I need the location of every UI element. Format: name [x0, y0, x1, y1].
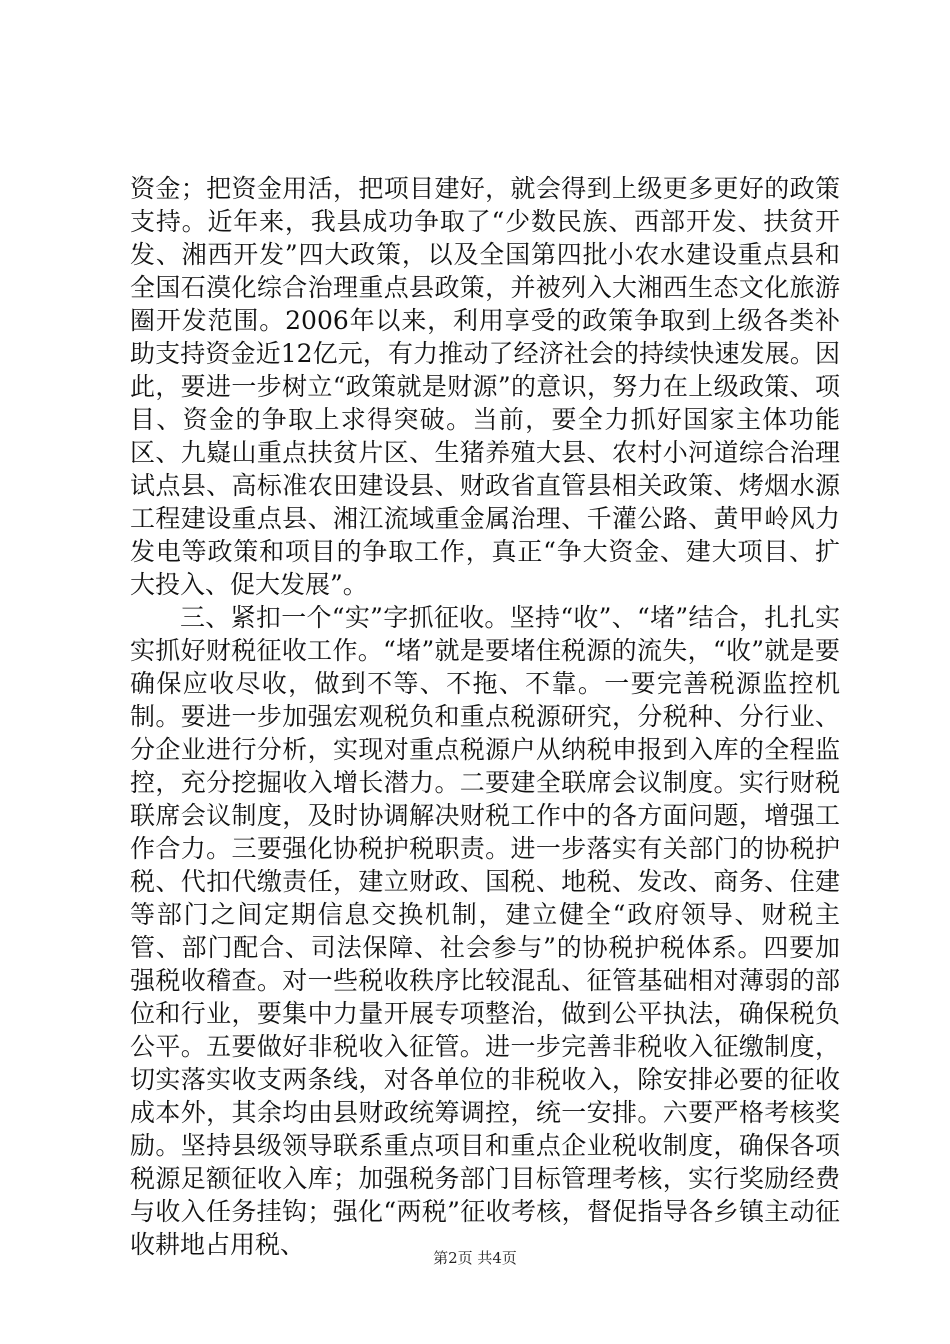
paragraph-continuation: 资金；把资金用活，把项目建好，就会得到上级更多更好的政策支持。近年来，我县成功争取了“少数民族、西部开发、扶贫开发、湘西开发”四大政策，以及全国第四批小农水建设重点县和全国石漠化综合治理重点县政策，并被列入大湘西生态文化旅游圈开发范围。2006年以来，利用享受的政策争取到上级各类补助支持资金近12亿元，有力推动了经济社会的持续快速发展。因此，要进一步树立“政策就是财源”的意识，努力在上级政策、项目、资金的争取上求得突破。当前，要全力抓好国家主体功能区、九嶷山重点扶贫片区、生猪养殖大县、农村小河道综合治理试点县、高标准农田建设县、财政省直管县相关政策、烤烟水源工程建设重点县、湘江流域重金属治理、千灌公路、黄甲岭风力发电等政策和项目的争取工作，真正“争大资金、建大项目、扩大投入、促大发展”。 [130, 174, 840, 599]
document-body [130, 172, 840, 1261]
paragraph-section-three: 三、紧扣一个“实”字抓征收。坚持“收”、“堵”结合，扎扎实实抓好财税征收工作。“堵”就是要堵住税源的流失，“收”就是要确保应收尽收，做到不等、不拖、不靠。一要完善税源监控机制。要进一步加强宏观税负和重点税源研究，分税种、分行业、分企业进行分析，实现对重点税源户从纳税申报到入库的全程监控，充分挖掘收入增长潜力。二要建全联席会议制度。实行财税联席会议制度，及时协调解决财税工作中的各方面问题，增强工作合力。三要强化协税护税职责。进一步落实有关部门的协税护税、代扣代缴责任，建立财政、国税、地税、发改、商务、住建等部门之间定期信息交换机制，建立健全“政府领导、财税主管、部门配合、司法保障、社会参与”的协税护税体系。四要加强税收稽查。对一些税收秩序比较混乱、征管基础相对薄弱的部位和行业，要集中力量开展专项整治，做到公平执法，确保税负公平。五要做好非税收入征管。进一步完善非税收入征缴制度，切实落实收支两条线，对各单位的非税收入，除安排必要的征收成本外，其余均由县财政统筹调控，统一安排。六要严格考核奖励。坚持县级领导联系重点项目和重点企业税收制度，确保各项税源足额征收入库；加强税务部门目标管理考核，实行奖励经费与收入任务挂钩；强化“两税”征收考核，督促指导各乡镇主动征收耕地占用税、 [130, 603, 840, 1259]
page-footer: 第2页 共4页 [433, 1249, 517, 1267]
